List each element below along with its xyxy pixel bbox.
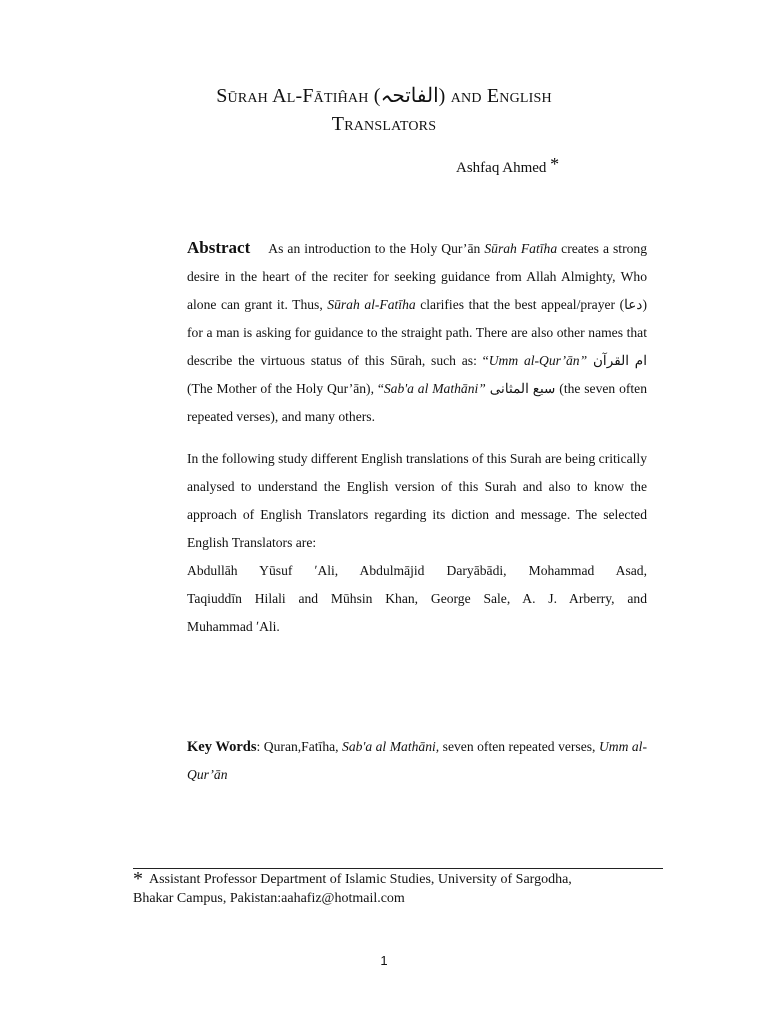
abstract-heading: Abstract [187, 238, 251, 257]
author-footnote-marker: * [550, 154, 560, 174]
footnote-text-1: Assistant Professor Department of Islamic Studies, University of Sargodha, [149, 872, 572, 887]
abstract-italic: Umm al-Qur’ān” [488, 353, 588, 368]
abstract-paragraph-2: In the following study different English translations of this Surah are being critically analysed to understand the English version of this Surah and also to know the approach of English Translators regarding its diction and message. The selected English Translators are: [187, 451, 647, 550]
page-number: 1 [380, 953, 388, 968]
footnote-text-2: Bhakar Campus, Pakistan:aahafiz@hotmail.com [133, 891, 405, 906]
abstract-text: clarifies that the best appeal/prayer (دعا) for a man is asking for guidance to the straight path. There are also other names that describe the virtuous status of this Sūrah, such as: “ [187, 297, 647, 368]
translators-line-1: Abdullāh Yūsuf ʹAli, Abdulmājid Daryābādi, Mohammad Asad, [187, 563, 647, 578]
title-line-1: Sūrah Al-Fātiĥah (الفاتحہ) and English [216, 85, 552, 107]
abstract-italic: Sūrah al-Fatīha [327, 297, 416, 312]
footnote-marker: * [133, 868, 143, 890]
keywords-text: : Quran,Fatīha, [256, 739, 343, 754]
translators-line-3: Muhammad ʹAli. [187, 619, 280, 634]
abstract-italic: Sab'a al Mathāni” [383, 381, 486, 396]
abstract-text: ام القرآن (The Mother of the Holy Qur’ān), “ [187, 353, 647, 396]
author [456, 154, 559, 177]
keywords-italic: Sab'a al Mathāni, [342, 739, 440, 754]
footnote [133, 870, 663, 908]
abstract-text: سبع المثانی (the seven often repeated verses), and many others. [187, 381, 648, 424]
abstract-paragraph-1 [187, 234, 647, 431]
keywords-text: seven often repeated verses, [439, 739, 599, 754]
title-line-2: Translators [331, 113, 437, 135]
keywords-italic: Umm al-Qur’ān [187, 739, 647, 782]
abstract-italic: Sūrah Fatīha [484, 241, 558, 256]
abstract-text: As an introduction to the Holy Qur’ān [268, 241, 485, 256]
translators-line-2: Taqiuddīn Hilali and Mūhsin Khan, George Sale, A. J. Arberry, and [187, 591, 647, 606]
footnote-line-1 [133, 870, 663, 889]
abstract-section [187, 234, 647, 641]
keywords-label: Key Words [187, 739, 257, 755]
keywords [187, 733, 647, 789]
author-name: Ashfaq Ahmed [456, 160, 547, 176]
paper-title [0, 82, 768, 138]
footnote-divider [133, 868, 663, 869]
abstract-text: creates a strong desire in the heart of the reciter for seeking guidance from Allah Almighty, Who alone can grant it. Thus, [187, 241, 648, 312]
